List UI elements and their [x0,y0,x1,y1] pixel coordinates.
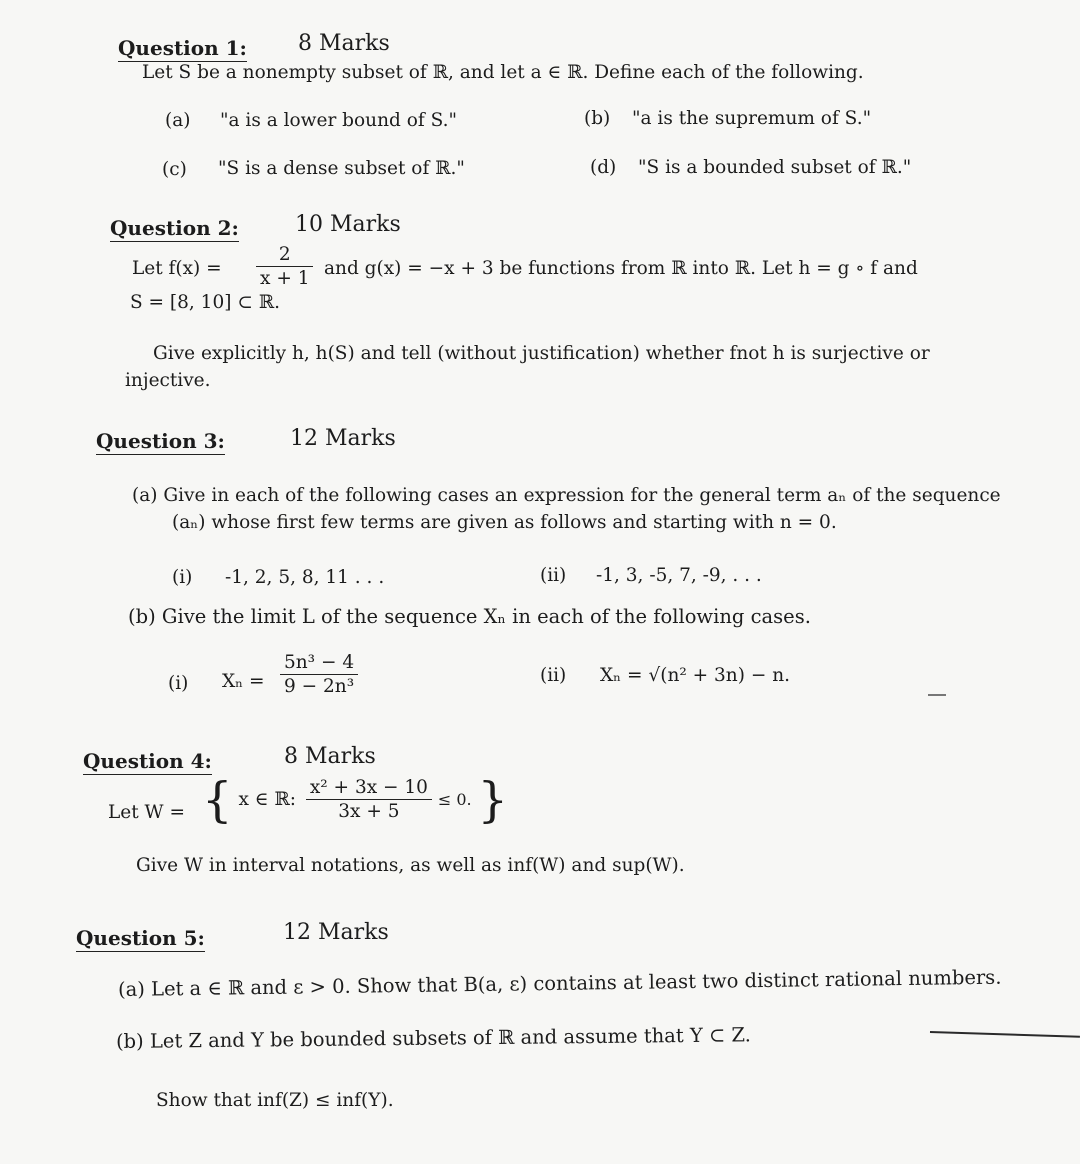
q2-f-fraction [256,244,313,290]
q3-b-i-numerator: 5n³ − 4 [280,652,358,675]
q3-a-ii-label: (ii) [540,565,567,586]
q2-f-denominator: x + 1 [260,268,310,290]
q2-task-line2: injective. [125,370,211,391]
question-3-marks: 12 Marks [290,426,396,451]
q3-a-i-label: (i) [172,567,193,588]
q5-part-b: (b) Let Z and Y be bounded subsets of ℝ and assume that Y ⊂ Z. [115,1023,752,1053]
q3-a-i-terms: -1, 2, 5, 8, 11 . . . [225,567,385,588]
question-3-heading: Question 3: [96,429,225,453]
question-4-marks: 8 Marks [284,744,376,769]
q3-b-i-denominator: 9 − 2n³ [284,676,355,698]
q3-b-line: (b) Give the limit L of the sequence Xₙ in each of the following cases. [128,605,811,628]
question-5-heading: Question 5: [76,926,205,950]
q5-part-a: (a) Let a ∈ ℝ and ε > 0. Show that B(a, ε) contains at least two distinct rational numbers. [117,965,1002,1001]
q2-s-definition: S = [8, 10] ⊂ ℝ. [130,292,280,313]
question-2-heading: Question 2: [110,216,239,240]
q4-set-close-brace: } [477,772,509,828]
q2-f-numerator: 2 [256,244,313,267]
q1-part-a-text: "a is a lower bound of S." [220,110,457,131]
q1-part-c-label: (c) [162,159,187,180]
q4-task: Give W in interval notations, as well as inf(W) and sup(W). [136,855,685,876]
q4-let-w: Let W = [108,802,185,823]
scan-edge-mark [928,694,946,696]
q2-let-f: Let f(x) = [132,258,222,279]
q5-show: Show that inf(Z) ≤ inf(Y). [156,1090,394,1111]
q4-set-open-brace: { [202,772,233,828]
q1-part-b-text: "a is the supremum of S." [632,108,872,129]
q3-a-line1: (a) Give in each of the following cases an expression for the general term aₙ of the sequence [132,485,1001,506]
q3-b-i-label: (i) [168,673,189,694]
q1-part-c-text: "S is a dense subset of ℝ." [218,158,465,179]
q4-leq-zero: ≤ 0. [437,790,472,809]
q3-a-line2: (aₙ) whose first few terms are given as follows and starting with n = 0. [172,512,837,533]
q3-b-ii-label: (ii) [540,665,567,686]
question-4-heading: Question 4: [83,749,212,773]
q1-part-d-text: "S is a bounded subset of ℝ." [638,157,912,178]
question-5-marks: 12 Marks [283,920,389,945]
question-1-intro: Let S be a nonempty subset of ℝ, and let a ∈ ℝ. Define each of the following. [142,62,864,83]
q3-b-i-lhs: Xₙ = [222,671,265,692]
q4-numerator: x² + 3x − 10 [306,777,432,800]
q4-set-expression [202,772,509,828]
q3-a-ii-terms: -1, 3, -5, 7, -9, . . . [596,565,762,586]
scan-edge-line [930,1031,1080,1038]
q3-b-ii-expr: Xₙ = √(n² + 3n) − n. [600,665,790,686]
q1-part-b-label: (b) [584,108,611,129]
question-1-heading: Question 1: [118,36,247,60]
q3-b-i-fraction [280,652,358,698]
q2-task-line1: Give explicitly h, h(S) and tell (without justification) whether fnot h is surjective or [153,343,930,364]
q4-denominator: 3x + 5 [338,801,400,823]
q4-set-condition: x ∈ ℝ: [238,789,296,810]
question-1-marks: 8 Marks [298,31,390,56]
q1-part-a-label: (a) [165,110,191,131]
q1-part-d-label: (d) [590,157,617,178]
q2-rest: and g(x) = −x + 3 be functions from ℝ into ℝ. Let h = g ∘ f and [324,258,918,279]
question-2-marks: 10 Marks [295,212,401,237]
